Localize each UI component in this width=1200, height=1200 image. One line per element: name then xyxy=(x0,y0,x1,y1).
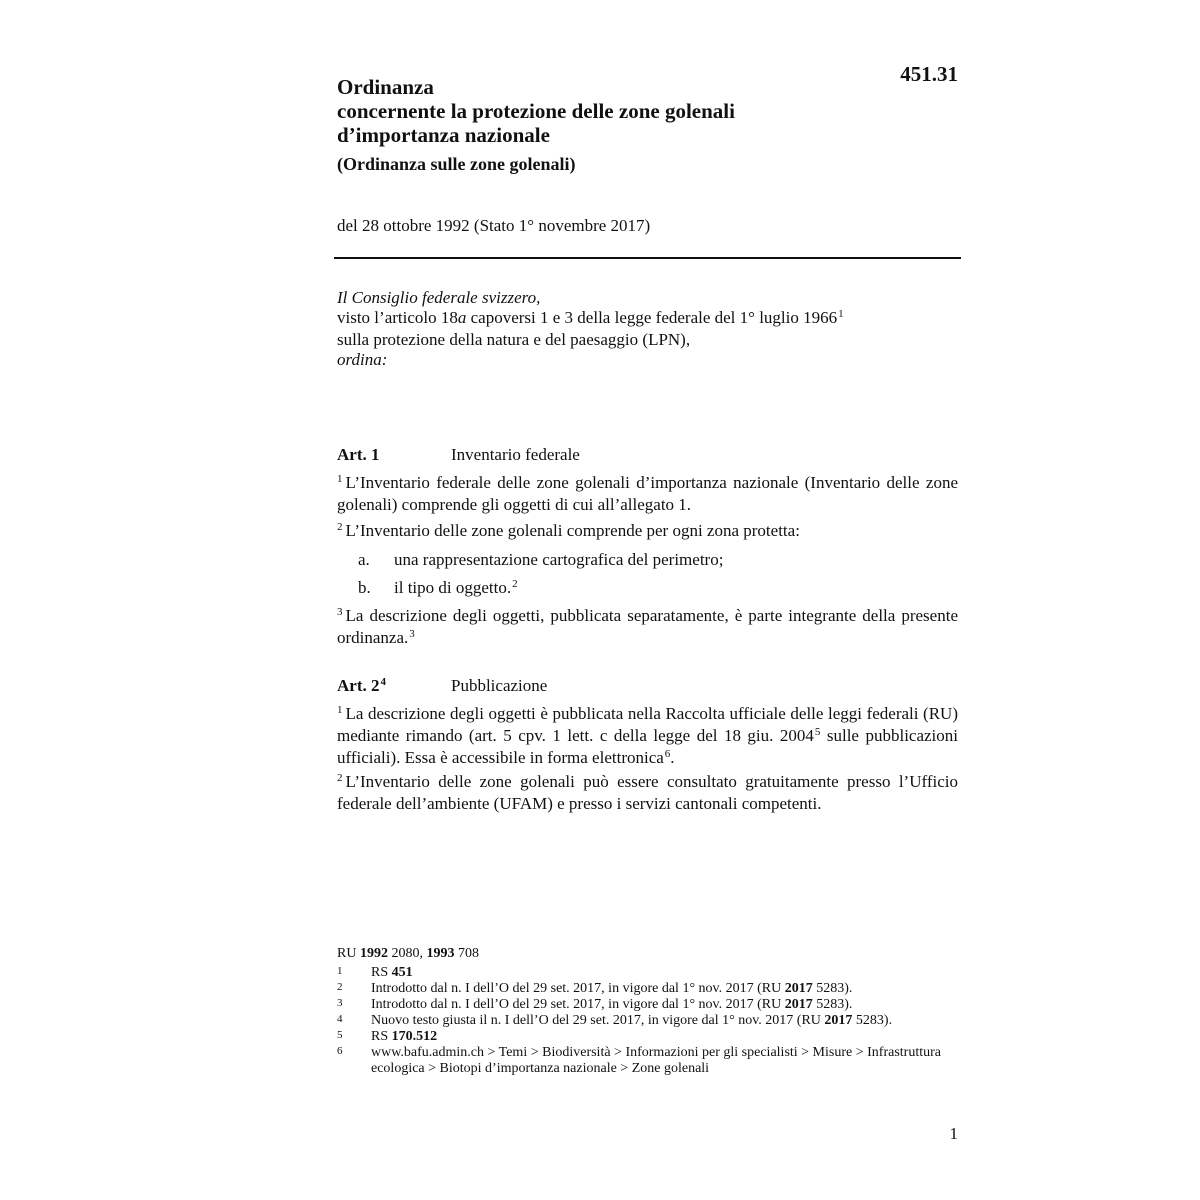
ru-reference: RU 1992 2080, 1993 708 xyxy=(337,946,479,961)
footnote-ref: 3 xyxy=(409,628,415,640)
footnote-text: Introdotto dal n. I dell’O del 29 set. 2017, in vigore dal 1° nov. 2017 (RU 2017 5283). xyxy=(371,997,853,1012)
article-2-heading xyxy=(337,676,547,696)
page-number: 1 xyxy=(949,1124,958,1143)
preamble-ordina: ordina: xyxy=(337,350,388,369)
footnote-text: www.bafu.admin.ch > Temi > Biodiversità > Informazioni per gli specialisti > Misure > Infrastruttura ecologica > Biotopi d’importanza nazionale > Zone golenali xyxy=(371,1045,941,1076)
art2-paragraph-2: $^2$ L’Inventario delle zone golenali può essere consultato gratuitamente presso l’Ufficio federale dell’ambiente (UFAM) e presso i servizi cantonali competenti. xyxy=(337,772,958,813)
footnote-item xyxy=(337,1013,957,1029)
footnote-item xyxy=(337,1029,957,1045)
footnote-ref: 1 xyxy=(838,308,844,320)
art2-paragraph-1: $^1$ La descrizione degli oggetti è pubblicata nella Raccolta ufficiale delle leggi federali (RU) mediante rimando (art. 5 cpv. 1 lett. c della legge del 18 giu. 2004$^5$ sulle pubblicazioni ufficiali). Essa è accessibile in forma elettronica$^6$. xyxy=(337,704,958,767)
short-title: (Ordinanza sulle zone golenali) xyxy=(337,154,576,174)
art1-paragraph-3: $^3$ La descrizione degli oggetti, pubblicata separatamente, è parte integrante della presente ordinanza.$^3$ xyxy=(337,606,958,647)
footnote-text: RS 451 xyxy=(371,965,413,980)
article-number: Art. 1 xyxy=(337,445,380,464)
title-line: d’importanza nazionale xyxy=(337,123,550,147)
footnote-number: 1 xyxy=(337,965,343,977)
article-title: Inventario federale xyxy=(451,445,580,464)
sr-number: 451.31 xyxy=(900,62,958,86)
preamble-line-1: visto l’articolo 18a capoversi 1 e 3 della legge federale del 1° luglio 1966$^1$ xyxy=(337,308,844,327)
footnote-item xyxy=(337,965,957,981)
document-title xyxy=(337,75,877,147)
footnote-number: 4 xyxy=(337,1013,343,1025)
footnote-ref: 6 xyxy=(664,748,671,760)
date-status: del 28 ottobre 1992 (Stato 1° novembre 2017) xyxy=(337,216,651,235)
article-title: Pubblicazione xyxy=(451,676,548,695)
preamble-authority: Il Consiglio federale svizzero, xyxy=(337,288,541,307)
footnote-item xyxy=(337,981,957,997)
list-item: a. una rappresentazione cartografica del perimetro; xyxy=(358,550,724,569)
article-number: Art. $2^4$ xyxy=(337,676,386,695)
footnote-number: 6 xyxy=(337,1045,343,1057)
list-item: b. il tipo di oggetto.$^2$ xyxy=(358,578,518,597)
header-divider xyxy=(334,257,961,259)
footnote-ref: 5 xyxy=(814,726,821,738)
title-line: Ordinanza xyxy=(337,75,434,99)
footnote-text: Introdotto dal n. I dell’O del 29 set. 2017, in vigore dal 1° nov. 2017 (RU 2017 5283). xyxy=(371,981,853,996)
footnote-number: 3 xyxy=(337,997,343,1009)
preamble xyxy=(337,288,959,370)
article-1-heading xyxy=(337,445,580,465)
title-line: concernente la protezione delle zone golenali xyxy=(337,99,735,123)
footnote-ref: 2 xyxy=(512,578,518,590)
footnote-item xyxy=(337,997,957,1013)
footnote-text: RS 170.512 xyxy=(371,1029,438,1044)
footnote-number: 2 xyxy=(337,981,343,993)
footnote-number: 5 xyxy=(337,1029,343,1041)
footnotes xyxy=(337,946,957,1077)
art1-paragraph-1: $^1$ L’Inventario federale delle zone golenali d’importanza nazionale (Inventario delle zone golenali) comprende gli oggetti di cui all’allegato 1. xyxy=(337,473,958,514)
preamble-line-2: sulla protezione della natura e del paesaggio (LPN), xyxy=(337,330,691,349)
footnote-text: Nuovo testo giusta il n. I dell’O del 29 set. 2017, in vigore dal 1° nov. 2017 (RU 2017 5283). xyxy=(371,1013,893,1028)
footnote-item xyxy=(337,1045,957,1077)
art1-paragraph-2: $^2$ L’Inventario delle zone golenali comprende per ogni zona protetta: xyxy=(337,521,800,540)
